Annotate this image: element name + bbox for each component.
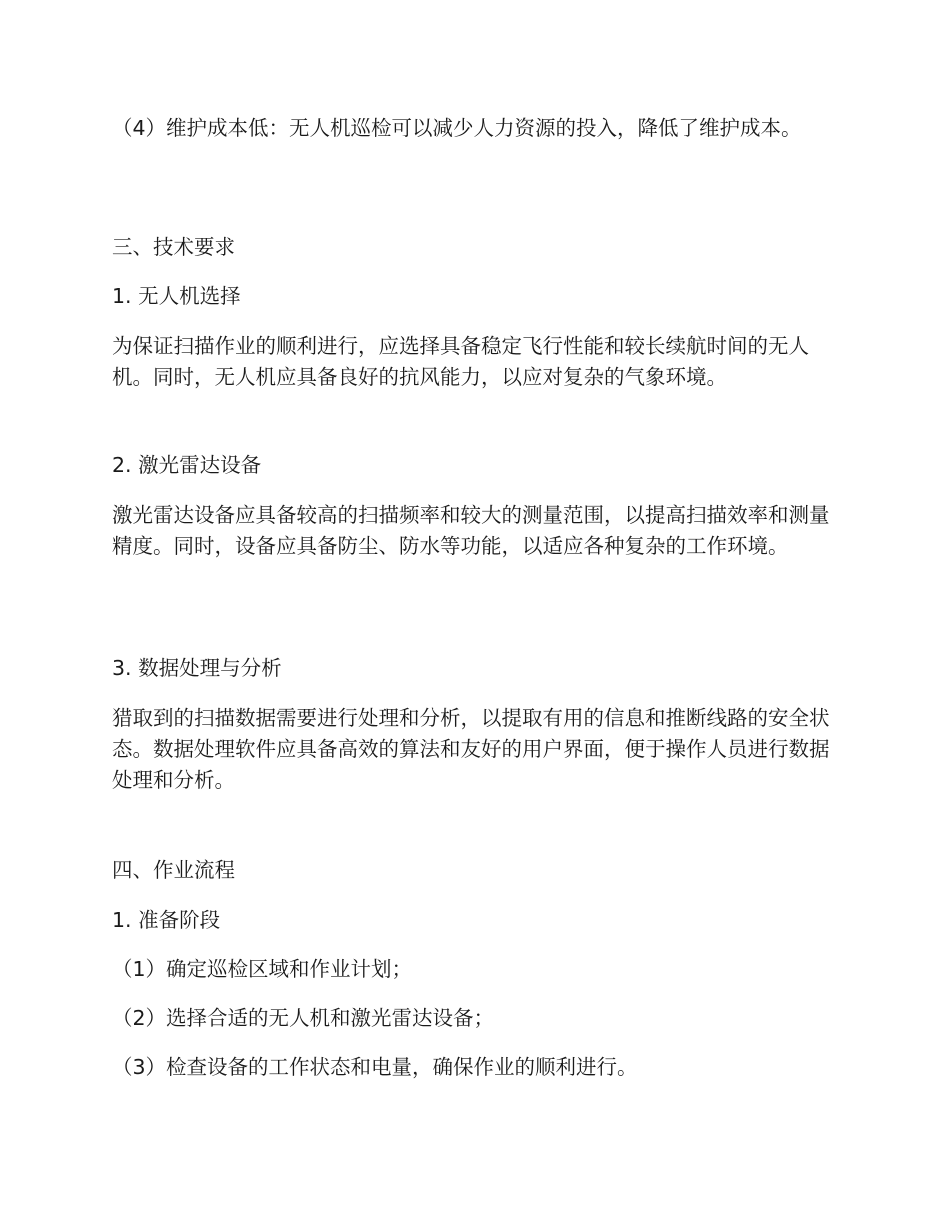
subheading-preparation-stage: 1. 准备阶段 bbox=[112, 908, 221, 932]
list-item-1: （1）确定巡检区域和作业计划； bbox=[112, 957, 413, 981]
paragraph-data-processing: 猎取到的扫描数据需要进行处理和分析，以提取有用的信息和推断线路的安全状态。数据处理软件应具备高效的算法和友好的用户界面，便于操作人员进行数据处理和分析。 bbox=[112, 706, 830, 792]
paragraph-drone-selection: 为保证扫描作业的顺利进行，应选择具备稳定飞行性能和较长续航时间的无人机。同时，无人机应具备良好的抗风能力，以应对复杂的气象环境。 bbox=[112, 334, 809, 389]
paragraph-lidar-equipment: 激光雷达设备应具备较高的扫描频率和较大的测量范围，以提高扫描效率和测量精度。同时，设备应具备防尘、防水等功能，以适应各种复杂的工作环境。 bbox=[112, 503, 830, 558]
section-heading-technical-requirements: 三、技术要求 bbox=[112, 235, 235, 259]
subheading-drone-selection: 1. 无人机选择 bbox=[112, 284, 241, 308]
paragraph-maintenance-cost: （4）维护成本低：无人机巡检可以减少人力资源的投入，降低了维护成本。 bbox=[112, 116, 802, 140]
section-heading-workflow: 四、作业流程 bbox=[112, 858, 235, 882]
subheading-lidar-equipment: 2. 激光雷达设备 bbox=[112, 453, 262, 477]
subheading-data-processing: 3. 数据处理与分析 bbox=[112, 656, 282, 680]
list-item-3: （3）检查设备的工作状态和电量，确保作业的顺利进行。 bbox=[112, 1055, 638, 1079]
list-item-2: （2）选择合适的无人机和激光雷达设备； bbox=[112, 1006, 495, 1030]
